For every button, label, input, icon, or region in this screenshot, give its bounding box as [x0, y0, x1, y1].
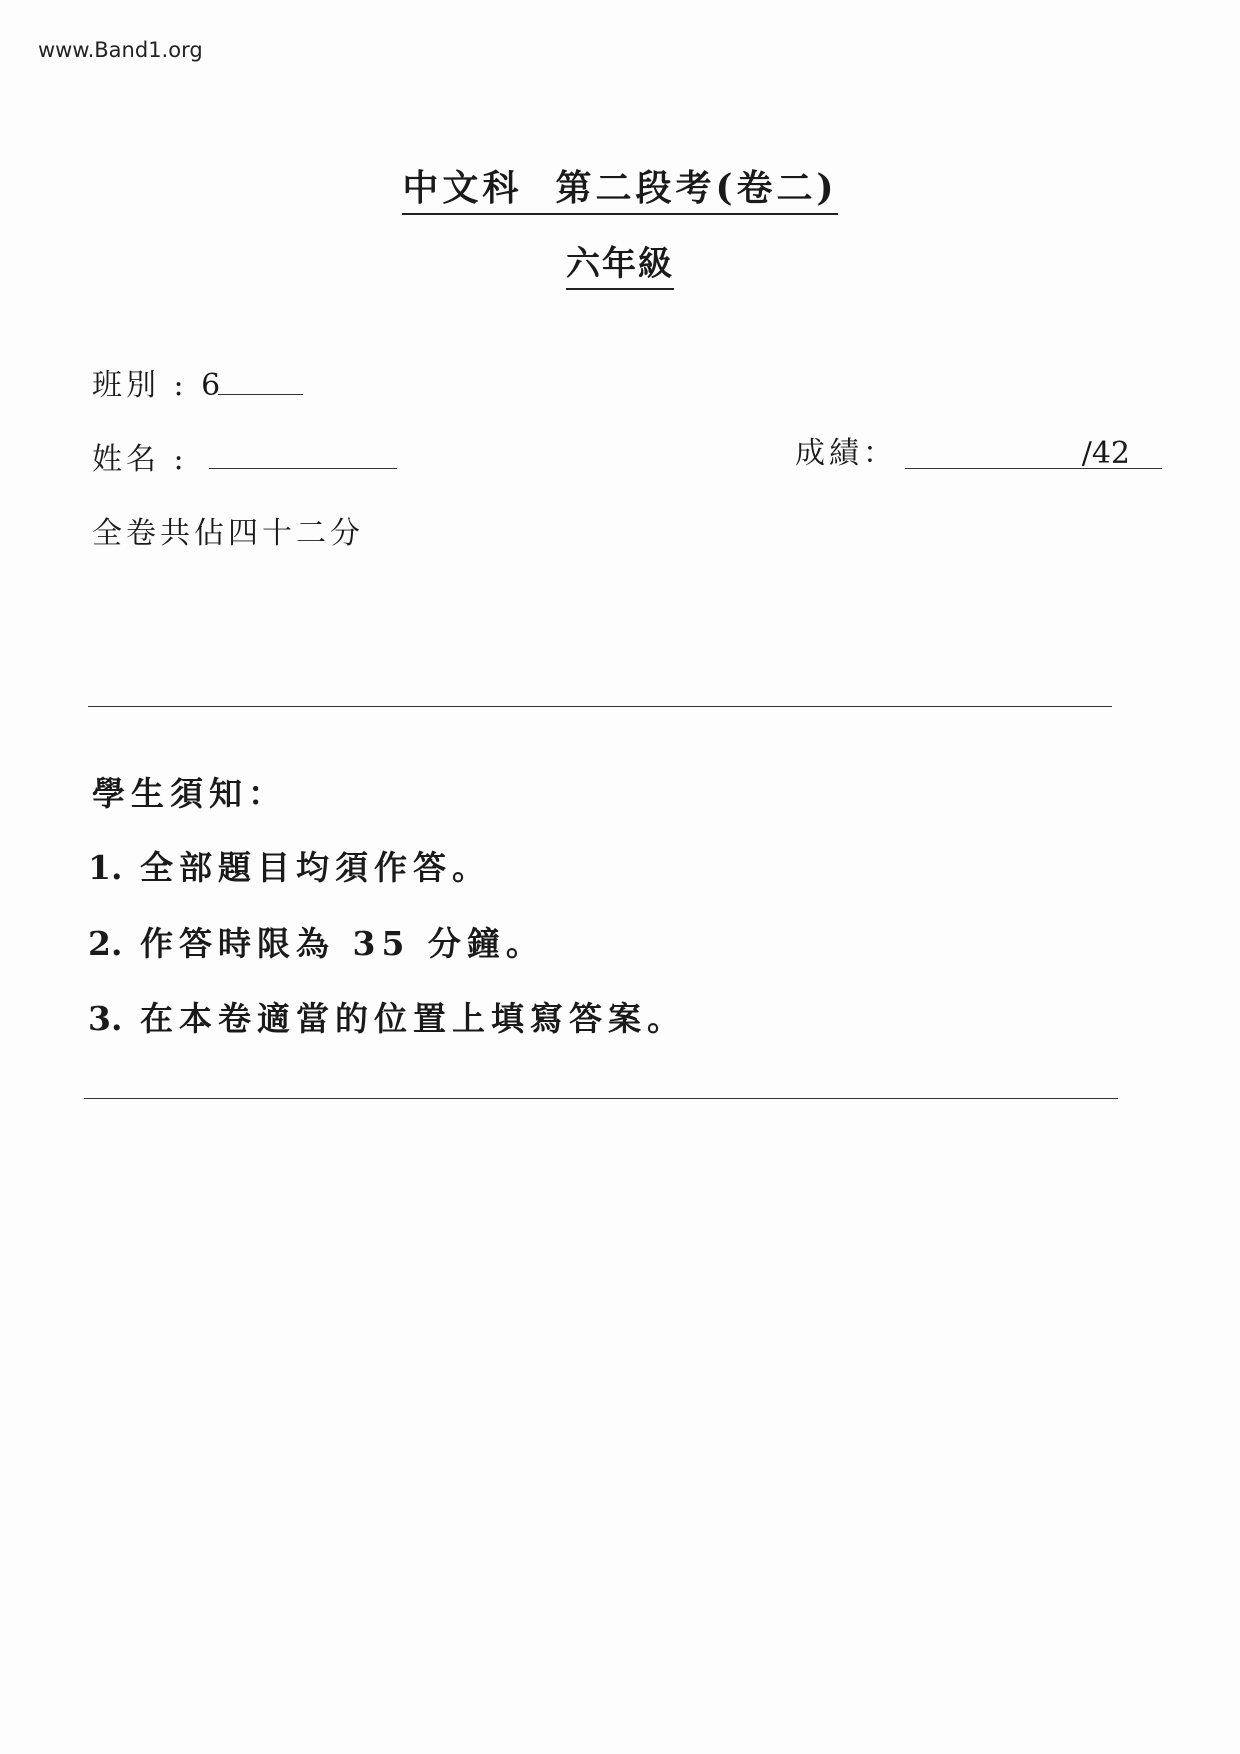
class-blank[interactable]	[218, 362, 303, 395]
grade-heading	[0, 236, 1240, 285]
score-blank[interactable]	[905, 436, 1162, 469]
score-label: 成績：	[795, 436, 897, 471]
instruction-item	[88, 842, 491, 889]
name-label: 姓名 :	[92, 442, 202, 477]
score-field	[795, 428, 1162, 472]
exam-title	[0, 160, 1240, 211]
instruction-item	[88, 993, 686, 1040]
class-field	[92, 360, 303, 404]
name-field	[92, 434, 397, 478]
instructions-title: 學生須知：	[92, 774, 287, 813]
instruction-text: 全部題目均須作答。	[140, 848, 491, 887]
score-total: /42	[1081, 436, 1130, 471]
instruction-item	[88, 918, 545, 965]
grade-text: 六年級	[566, 244, 674, 290]
instruction-number: 3.	[88, 999, 123, 1038]
total-marks-note: 全卷共佔四十二分	[92, 516, 364, 551]
divider-bottom	[84, 1098, 1118, 1099]
instruction-number: 1.	[88, 848, 123, 887]
divider-top	[88, 706, 1112, 707]
name-blank[interactable]	[209, 436, 397, 469]
instruction-text: 作答時限為 35 分鐘。	[140, 924, 545, 963]
instruction-text: 在本卷適當的位置上填寫答案。	[140, 999, 686, 1038]
website-watermark: www.Band1.org	[38, 38, 203, 62]
class-label: 班別 : 6	[92, 368, 225, 403]
exam-title-text: 中文科 第二段考(卷二)	[402, 167, 837, 215]
instruction-number: 2.	[88, 924, 123, 963]
